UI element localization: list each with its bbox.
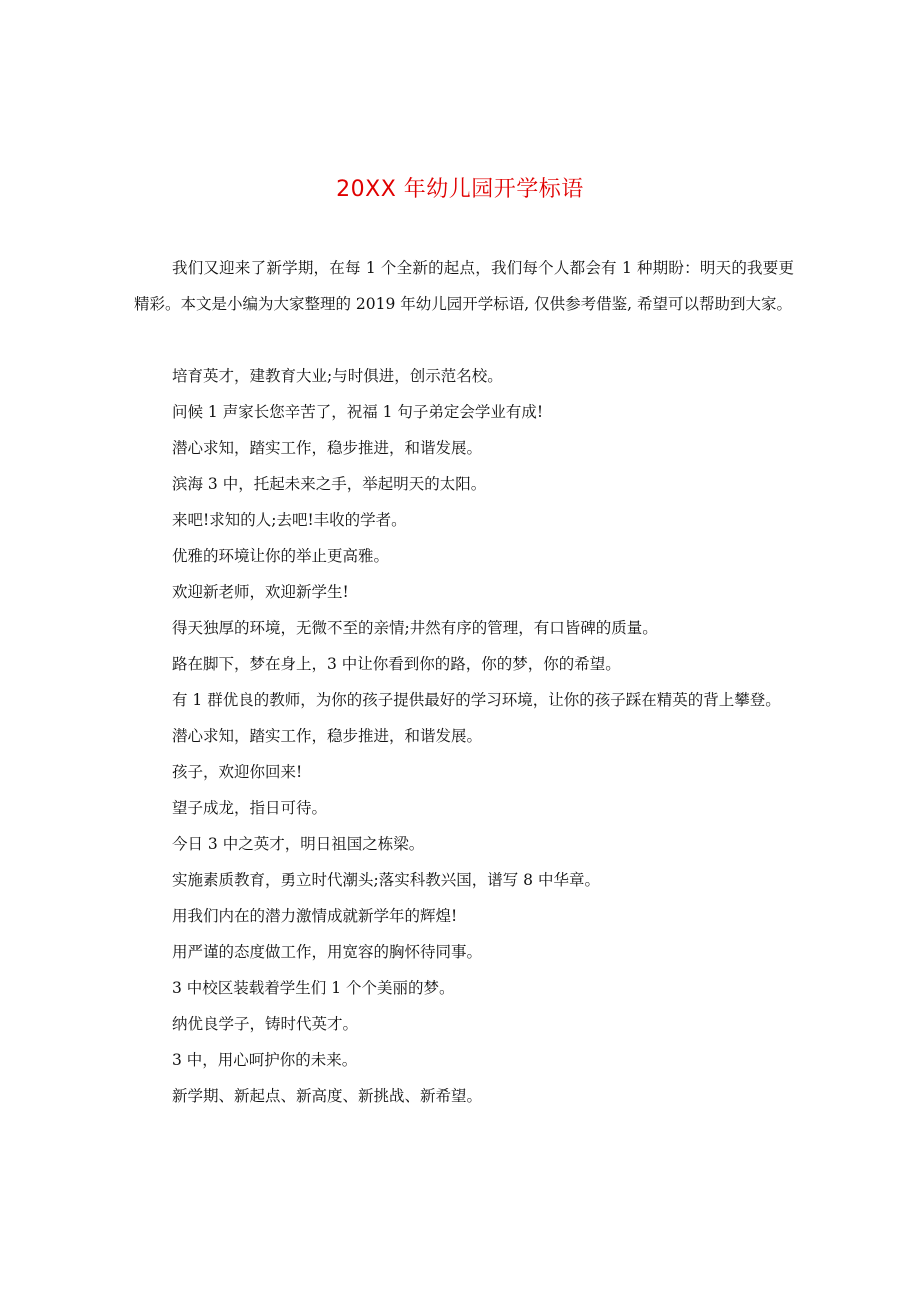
slogan-item: 3 中，用心呵护你的未来。 [172, 1051, 358, 1069]
document-title: 20XX 年幼儿园开学标语 [336, 177, 584, 202]
slogan-item: 新学期、新起点、新高度、新挑战、新希望。 [172, 1087, 483, 1105]
slogan-list [172, 358, 794, 1114]
slogan-item: 路在脚下，梦在身上，3 中让你看到你的路，你的梦，你的希望。 [172, 655, 621, 673]
intro-paragraph: 我们又迎来了新学期，在每 1 个全新的起点，我们每个人都会有 1 种期盼：明天的我要更精彩。本文是小编为大家整理的 2019 年幼儿园开学标语, 仅供参考借鉴, 希望可以帮助到大家。 [134, 259, 794, 313]
slogan-item: 来吧!求知的人;去吧!丰收的学者。 [172, 511, 407, 529]
slogan-item: 望子成龙，指日可待。 [172, 799, 328, 817]
slogan-item: 欢迎新老师，欢迎新学生! [172, 583, 349, 601]
slogan-item: 潜心求知，踏实工作，稳步推进，和谐发展。 [172, 439, 483, 457]
slogan-item: 用严谨的态度做工作，用宽容的胸怀待同事。 [172, 943, 483, 961]
slogan-item: 实施素质教育，勇立时代潮头;落实科教兴国，谱写 8 中华章。 [172, 871, 600, 889]
slogan-item: 有 1 群优良的教师，为你的孩子提供最好的学习环境，让你的孩子踩在精英的背上攀登。 [172, 691, 781, 709]
slogan-item: 纳优良学子，铸时代英才。 [172, 1015, 359, 1033]
slogan-item: 3 中校区装载着学生们 1 个个美丽的梦。 [172, 979, 455, 997]
slogan-item: 问候 1 声家长您辛苦了，祝福 1 句子弟定会学业有成! [172, 403, 544, 421]
slogan-item: 孩子，欢迎你回来! [172, 763, 303, 781]
slogan-item: 培育英才，建教育大业;与时俱进，创示范名校。 [172, 367, 503, 385]
slogan-item: 优雅的环境让你的举止更高雅。 [172, 547, 390, 565]
slogan-item: 潜心求知，踏实工作，稳步推进，和谐发展。 [172, 727, 483, 745]
slogan-item: 滨海 3 中，托起未来之手，举起明天的太阳。 [172, 475, 487, 493]
slogan-item: 得天独厚的环境，无微不至的亲情;井然有序的管理，有口皆碑的质量。 [172, 619, 658, 637]
slogan-item: 今日 3 中之英才，明日祖国之栋梁。 [172, 835, 425, 853]
slogan-item: 用我们内在的潜力激情成就新学年的辉煌! [172, 907, 458, 925]
